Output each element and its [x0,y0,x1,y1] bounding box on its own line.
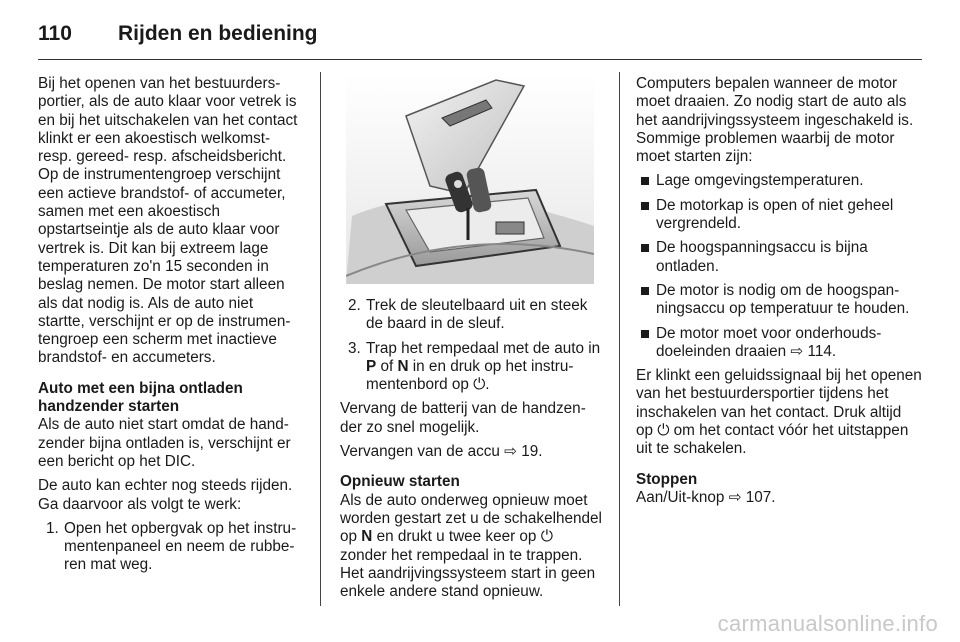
power-icon: ⏻ [473,376,486,394]
column-3 [636,75,922,513]
intro-paragraph: Bij het openen van het bestuurdersportier, als de auto klaar voor vetrek is en bij het uitschakelen van het contact klinkt er een akoestisch welkomst- resp. gereed- resp. afscheidsbericht. Op de instrumentengroep verschijnt een actieve brandstof- of accumeter, samen met een akoestisch opstartseintje als de auto klaar voor vertrek is. Dit kan bij extreem lage temperaturen zo'n 15 seconden in beslag nemen. De motor start alleen als dat nodig is. Als de auto niet startte, verschijnt er op de instrumentengroep een scherm met inactieve brandstof- en accumeters. [38,75,298,367]
stop-paragraph: Aan/Uit-knop ⇨ 107. [636,488,776,506]
bullet-square-icon [641,202,649,210]
section-heading-low-battery: Auto met een bijna ontladen handzender starten [38,379,243,416]
reason-item: De motorkap is open of niet geheel vergrendeld. [636,197,922,234]
step-3-end: . [485,376,490,394]
bullet-square-icon [641,330,649,338]
page-number: 110 [38,22,72,45]
key-fob-slot-icon [346,76,594,284]
page-ref-114: ⇨ 114. [790,342,837,360]
steps-list-part2 [340,297,602,394]
reason-item: De hoogspanningsaccu is bijna ontladen. [636,239,922,276]
low-battery-paragraph: Als de auto niet start omdat de handzender bijna ontladen is, verschijnt er een bericht op het DIC. [38,416,291,470]
reason-item: De motor moet voor onderhoudsdoeleinden draaien ⇨ 114. [636,325,922,362]
step-2-number: 2. [348,297,361,314]
steps-list-part1 [38,520,304,575]
restart-text-c: zonder het rempedaal in te trappen. Het aandrijvingssysteem start in geen enkele andere stand opnieuw. [340,546,596,601]
restart-text-b: en drukt u twee keer op [372,528,541,546]
gear-n: N [397,357,409,375]
signal-paragraph: Er klinkt een geluidssignaal bij het openen van het bestuurdersportier tijdens het inschakelen van het contact. Druk altijd op ⏻ om het contact vóór het uitstappen uit te schakelen. [636,367,922,458]
replace-battery-paragraph: Vervang de batterij van de handzender zo snel mogelijk. [340,400,586,436]
step-2 [340,297,602,334]
section-heading-stop: Stoppen [636,470,698,488]
step-1-number: 1. [46,519,59,537]
restart-text-a: Als de auto onderweg opnieuw moet worden gestart zet u de schakelhendel op [340,491,602,546]
gear-p: P [366,357,377,375]
bullet-square-icon [641,244,649,252]
instruction-paragraph: De auto kan echter nog steeds rijden. Ga daarvoor als volgt te werk: [38,477,293,513]
replace-accu-paragraph [340,443,602,461]
bullet-square-icon [641,287,649,295]
step-3-text-a: Trap het rempedaal met de auto in [366,339,601,357]
step-3 [340,340,602,395]
column-2 [340,297,602,607]
replace-accu-text: Vervangen van de accu [340,443,505,461]
power-icon: ⏻ [657,422,670,440]
page-title: Rijden en bediening [118,22,318,45]
column-divider-1 [320,72,321,606]
step-1 [38,520,304,575]
watermark: carmanualsonline.info [717,611,938,636]
step-2-text: Trek de sleutelbaard uit en steek de baard in de sleuf. [366,297,588,333]
restart-paragraph [340,492,602,602]
step-3-of: of [376,357,398,375]
restart-gear-n: N [361,528,373,546]
reason-item: De motor is nodig om de hoogspanningsaccu op temperatuur te houden. [636,282,922,319]
column-1 [38,75,304,581]
header-rule [38,59,922,60]
computers-paragraph: Computers bepalen wanneer de motor moet draaien. Zo nodig start de auto als het aandrijvingssysteem ingeschakeld is. Sommige problemen waarbij de motor moet starten zijn: [636,75,914,166]
step-3-number: 3. [348,339,361,357]
bullet-square-icon [641,177,649,185]
column-divider-2 [619,72,620,606]
key-fob-slot-illustration [346,76,594,284]
section-heading-restart: Opnieuw starten [340,473,460,491]
page-ref-19: ⇨ 19. [504,443,543,461]
step-1-text: Open het opbergvak op het instrumentenpaneel en neem de rubberen mat weg. [64,519,297,574]
reasons-list [636,172,922,361]
reason-item: Lage omgevingstemperaturen. [636,172,922,190]
step-3-text-b: in en druk op het instrumentenbord op [366,357,574,394]
power-icon: ⏻ [540,528,553,546]
page-ref-107: ⇨ 107. [728,488,776,506]
